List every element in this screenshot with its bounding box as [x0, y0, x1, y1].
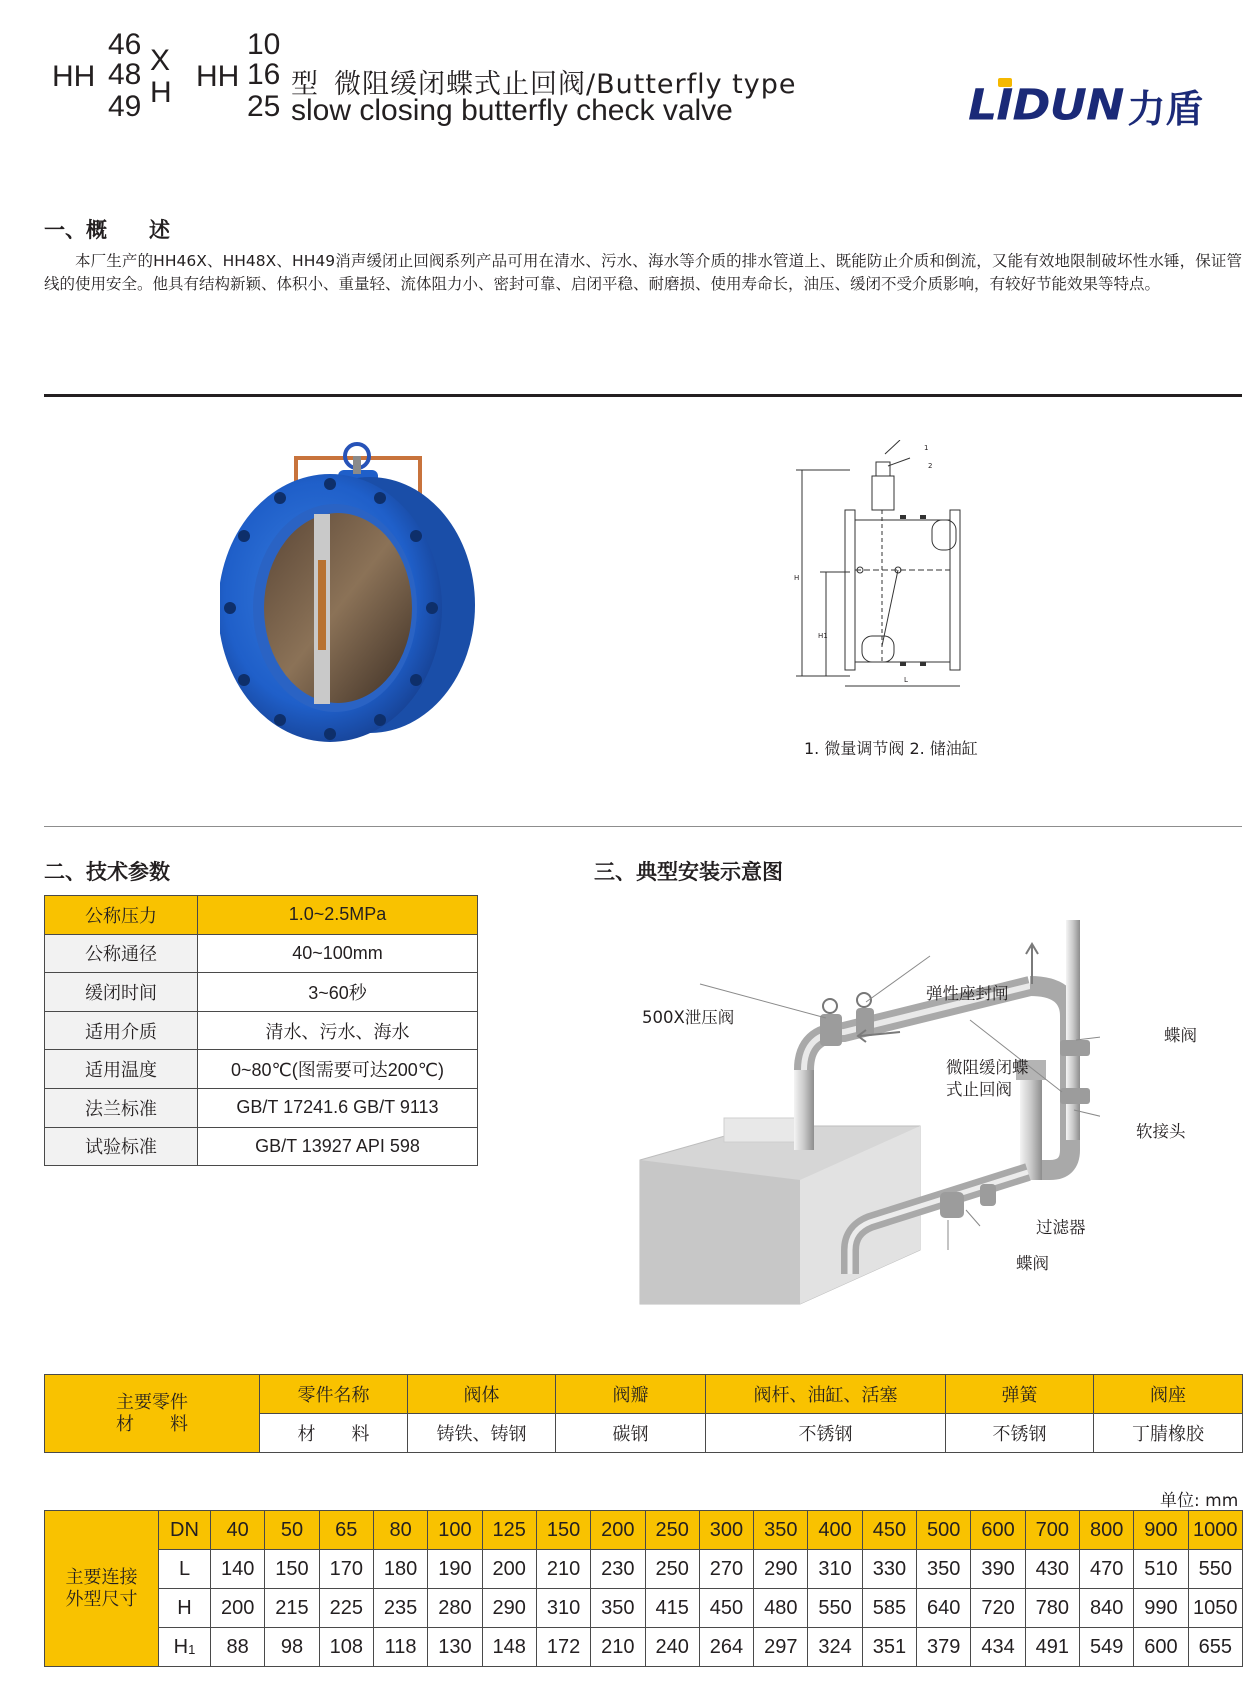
callout-1: 1	[924, 444, 929, 452]
label-soft-joint: 软接头	[1136, 1122, 1186, 1141]
dimension-cell: 250	[645, 1511, 699, 1550]
logo-latin-text: LIDUN	[968, 80, 1124, 130]
parts-name-header: 零件名称	[260, 1375, 408, 1414]
dimension-cell: 125	[482, 1511, 536, 1550]
dimension-cell: 640	[917, 1589, 971, 1628]
dimension-cell: 225	[319, 1589, 373, 1628]
model-type-char: 型	[291, 69, 318, 100]
dimension-cell: 264	[699, 1628, 753, 1667]
dimension-cell: 500	[917, 1511, 971, 1550]
dimension-cell: 118	[373, 1628, 427, 1667]
dimension-cell: 310	[808, 1550, 862, 1589]
dimension-cell: 600	[971, 1511, 1025, 1550]
brand-logo	[968, 80, 1203, 130]
table-row	[45, 934, 478, 973]
series-46: 46	[108, 28, 142, 61]
product-title-en: slow closing butterfly check valve	[291, 94, 733, 127]
specs-table	[44, 895, 478, 1166]
dimension-cell: 550	[808, 1589, 862, 1628]
spec-value: 0~80℃(图需要可达200℃)	[198, 1050, 478, 1089]
valve-photo	[220, 440, 520, 750]
dimension-cell: 130	[428, 1628, 482, 1667]
part-material: 不锈钢	[946, 1414, 1094, 1453]
table-row	[45, 1011, 478, 1050]
dimension-cell: 200	[211, 1589, 265, 1628]
dimension-cell: 180	[373, 1550, 427, 1589]
part-name: 阀体	[408, 1375, 556, 1414]
section-divider	[44, 394, 1242, 397]
part-name: 阀瓣	[556, 1375, 706, 1414]
spec-value: 3~60秒	[198, 973, 478, 1012]
dimension-cell: 350	[917, 1550, 971, 1589]
part-name: 阀座	[1094, 1375, 1243, 1414]
dimension-cell: 415	[645, 1589, 699, 1628]
dim-label-h: H	[794, 574, 800, 582]
dimension-cell: 350	[754, 1511, 808, 1550]
dimension-row-label-text: H	[177, 1596, 192, 1619]
dimension-cell: 550	[1188, 1550, 1242, 1589]
logo-cn-text: 力盾	[1127, 86, 1204, 131]
table-row	[45, 973, 478, 1012]
dimension-row-label-sub: 1	[188, 1641, 196, 1657]
dimension-cell: 549	[1080, 1628, 1134, 1667]
dimension-cell: 840	[1080, 1589, 1134, 1628]
dimension-cell: 300	[699, 1511, 753, 1550]
overview-paragraph	[44, 250, 1242, 295]
dimension-cell: 900	[1134, 1511, 1188, 1550]
model-prefix-2: HH	[196, 60, 240, 93]
product-title-cn: 微阻缓闭蝶式止回阀/Butterfly type	[334, 69, 797, 100]
dim-label-h1: H1	[818, 632, 828, 640]
pressure-10: 10	[247, 28, 281, 61]
label-filter: 过滤器	[1036, 1218, 1086, 1237]
dimension-cell: 655	[1188, 1628, 1242, 1667]
spec-key: 法兰标准	[45, 1088, 198, 1127]
spec-value: GB/T 13927 API 598	[198, 1127, 478, 1166]
callout-2: 2	[928, 462, 933, 470]
dimension-cell: 280	[428, 1589, 482, 1628]
overview-text: 本厂生产的HH46X、HH48X、HH49消声缓闭止回阀系列产品可用在清水、污水、海水等介质的排水管道上、既能防止介质和倒流，又能有效地限制破坏性水锤，保证管线的使用安全。他具有结构新颖、体积小、重量轻、流体阻力小、密封可靠、启闭平稳、耐磨损、使用寿命长，油压、缓闭不受介质影响，有较好节能效果等特点。	[44, 252, 1242, 293]
dimension-cell: 88	[211, 1628, 265, 1667]
table-row	[45, 1550, 1243, 1589]
dimension-cell: 1000	[1188, 1511, 1242, 1550]
spec-value: GB/T 17241.6 GB/T 9113	[198, 1088, 478, 1127]
part-material: 碳钢	[556, 1414, 706, 1453]
dimension-cell: 200	[482, 1550, 536, 1589]
dimension-cell: 510	[1134, 1550, 1188, 1589]
dimensions-side-line-1: 主要连接	[65, 1566, 138, 1588]
dimension-cell: 210	[536, 1550, 590, 1589]
dimension-cell: 434	[971, 1628, 1025, 1667]
label-check-valve-2: 式止回阀	[946, 1080, 1012, 1099]
dimension-cell: 450	[862, 1511, 916, 1550]
spec-key: 适用介质	[45, 1011, 198, 1050]
model-prefix: HH	[52, 60, 96, 93]
dimension-cell: 215	[265, 1589, 319, 1628]
pressure-25: 25	[247, 90, 281, 123]
dimension-cell: 990	[1134, 1589, 1188, 1628]
dimension-cell: 108	[319, 1628, 373, 1667]
label-relief-valve: 500X泄压阀	[642, 1008, 735, 1027]
table-row	[45, 1127, 478, 1166]
dimension-row-label-text: DN	[170, 1518, 199, 1541]
label-butterfly-bottom: 蝶阀	[1016, 1254, 1049, 1273]
dimension-cell: 148	[482, 1628, 536, 1667]
seal-code-h: H	[150, 76, 172, 109]
dimension-cell: 200	[591, 1511, 645, 1550]
materials-side-line-1: 主要零件	[116, 1391, 188, 1413]
dimension-cell: 480	[754, 1589, 808, 1628]
label-check-valve-1: 微阻缓闭蝶	[946, 1058, 1029, 1077]
dimension-cell: 270	[699, 1550, 753, 1589]
part-material: 丁腈橡胶	[1094, 1414, 1243, 1453]
table-row	[45, 1375, 1243, 1414]
dimension-cell: 190	[428, 1550, 482, 1589]
table-row	[45, 1589, 1243, 1628]
part-material: 不锈钢	[706, 1414, 946, 1453]
spec-value: 1.0~2.5MPa	[198, 896, 478, 935]
dimension-cell: 780	[1025, 1589, 1079, 1628]
dimension-cell: 290	[754, 1550, 808, 1589]
dimension-cell: 720	[971, 1589, 1025, 1628]
series-49: 49	[108, 90, 142, 123]
table-row	[45, 1050, 478, 1089]
dimension-cell: 240	[645, 1628, 699, 1667]
materials-side-line-2: 材 料	[116, 1413, 188, 1435]
dimensions-side-label	[45, 1511, 159, 1667]
spec-key: 适用温度	[45, 1050, 198, 1089]
dimension-cell: 100	[428, 1511, 482, 1550]
dimension-cell: 50	[265, 1511, 319, 1550]
dimension-cell: 140	[211, 1550, 265, 1589]
dimension-cell: 250	[645, 1550, 699, 1589]
dimension-cell: 172	[536, 1628, 590, 1667]
unit-label: 单位: mm	[1160, 1491, 1239, 1511]
dimension-cell: 65	[319, 1511, 373, 1550]
dimension-cell: 235	[373, 1589, 427, 1628]
dimension-cell: 98	[265, 1628, 319, 1667]
table-row	[45, 1628, 1243, 1667]
spec-value: 40~100mm	[198, 934, 478, 973]
dimension-cell: 80	[373, 1511, 427, 1550]
dimension-cell: 310	[536, 1589, 590, 1628]
drawing-caption: 1. 微量调节阀 2. 储油缸	[804, 739, 978, 758]
dimension-cell: 330	[862, 1550, 916, 1589]
part-material: 铸铁、铸钢	[408, 1414, 556, 1453]
dim-label-l: L	[904, 676, 908, 684]
dimension-cell: 324	[808, 1628, 862, 1667]
dimension-cell: 297	[754, 1628, 808, 1667]
table-row	[45, 1088, 478, 1127]
dimension-row-label-text: L	[178, 1557, 191, 1580]
dimension-cell: 585	[862, 1589, 916, 1628]
dimension-cell: 350	[591, 1589, 645, 1628]
dimension-cell: 450	[699, 1589, 753, 1628]
part-name: 阀杆、油缸、活塞	[706, 1375, 946, 1414]
dimension-cell: 1050	[1188, 1589, 1242, 1628]
label-seal-valve: 弹性座封闸	[926, 984, 1009, 1003]
pressure-16: 16	[247, 58, 281, 91]
dimension-cell: 400	[808, 1511, 862, 1550]
dimension-row-label	[159, 1628, 211, 1667]
dimension-row-label	[159, 1511, 211, 1550]
series-48: 48	[108, 58, 142, 91]
dimension-cell: 379	[917, 1628, 971, 1667]
dimension-cell: 491	[1025, 1628, 1079, 1667]
materials-side-label	[45, 1375, 260, 1453]
table-row	[45, 896, 478, 935]
dimension-row-label	[159, 1589, 211, 1628]
dimension-cell: 170	[319, 1550, 373, 1589]
material-header: 材 料	[260, 1414, 408, 1453]
overview-heading: 一、概 述	[44, 218, 170, 242]
section-divider-thin	[44, 826, 1242, 827]
dimensions-table	[44, 1510, 1243, 1667]
spec-key: 试验标准	[45, 1127, 198, 1166]
dimension-cell: 150	[265, 1550, 319, 1589]
dimension-cell: 700	[1025, 1511, 1079, 1550]
specs-heading: 二、技术参数	[44, 860, 170, 884]
dimension-row-label-text: H	[173, 1635, 189, 1658]
part-name: 弹簧	[946, 1375, 1094, 1414]
materials-table	[44, 1374, 1243, 1453]
seal-code-x: X	[150, 44, 171, 77]
valve-technical-drawing	[790, 440, 990, 690]
spec-key: 缓闭时间	[45, 973, 198, 1012]
install-heading: 三、典型安装示意图	[594, 860, 783, 884]
dimension-cell: 230	[591, 1550, 645, 1589]
spec-key: 公称压力	[45, 896, 198, 935]
dimension-cell: 430	[1025, 1550, 1079, 1589]
dimension-cell: 470	[1080, 1550, 1134, 1589]
label-butterfly-top: 蝶阀	[1164, 1026, 1197, 1045]
dimension-cell: 290	[482, 1589, 536, 1628]
dimension-cell: 800	[1080, 1511, 1134, 1550]
dimensions-side-line-2: 外型尺寸	[65, 1588, 138, 1610]
dimension-cell: 351	[862, 1628, 916, 1667]
dimension-cell: 390	[971, 1550, 1025, 1589]
dimension-row-label	[159, 1550, 211, 1589]
table-row	[45, 1511, 1243, 1550]
dimension-cell: 210	[591, 1628, 645, 1667]
dimension-cell: 150	[536, 1511, 590, 1550]
spec-value: 清水、污水、海水	[198, 1011, 478, 1050]
spec-key: 公称通径	[45, 934, 198, 973]
dimension-cell: 40	[211, 1511, 265, 1550]
dimension-cell: 600	[1134, 1628, 1188, 1667]
